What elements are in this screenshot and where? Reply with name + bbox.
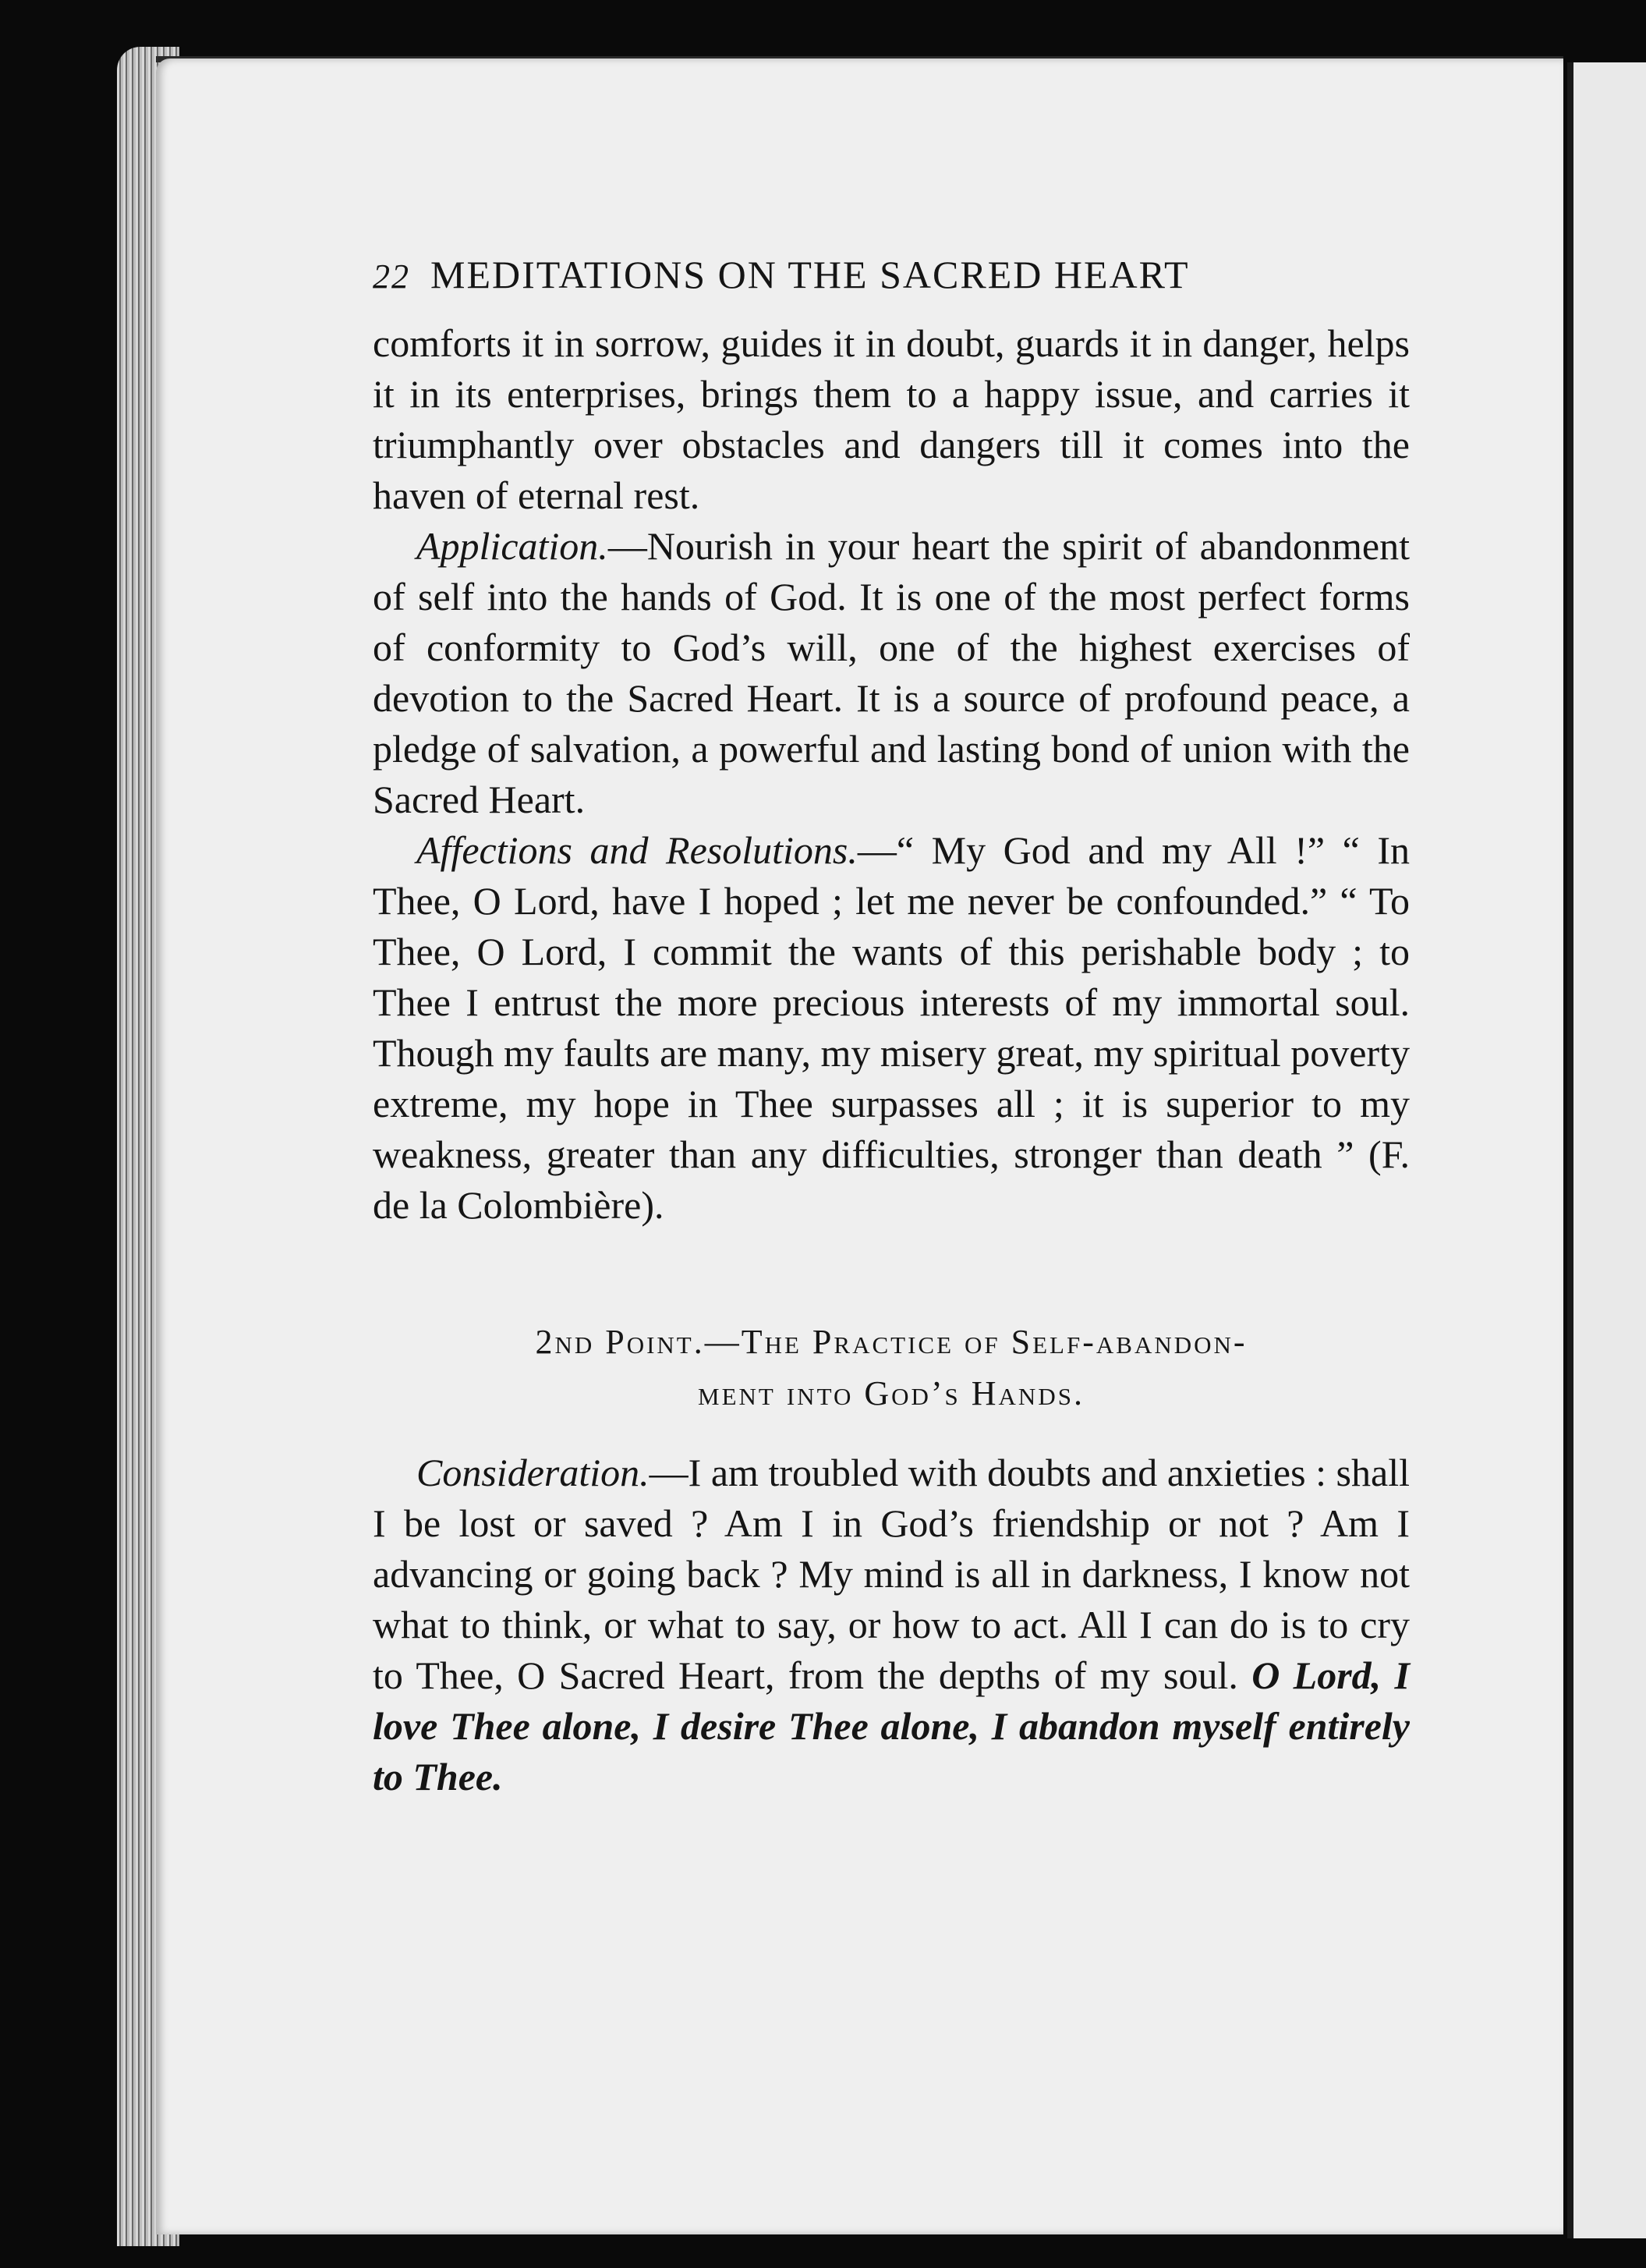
- running-header: [373, 250, 1410, 304]
- consideration-lead: Consideration.: [416, 1451, 650, 1494]
- application-text: —Nourish in your heart the spirit of abandonment of self into the hands of God. It is one of the most perfect forms of conformity to God’s will, one of the highest exercises of devotion to the Sacred Heart. It is a source of profound peace, a pledge of salvation, a powerful and lasting bond of union with the Sacred Heart.: [373, 524, 1410, 821]
- application-paragraph: [373, 521, 1410, 825]
- affections-text: —“ My God and my All !” “ In Thee, O Lord, have I hoped ; let me never be confounded.” “ To Thee, O Lord, I commit the wants of this perishable body ; to Thee I entrust the more precious interests of my immortal soul. Though my faults are many, my misery great, my spiritual poverty extreme, my hope in Thee surpasses all ; it is superior to my weakness, greater than any difficulties, stronger than death ” (F. de la Colombière).: [373, 828, 1410, 1227]
- facing-page-edge: [1567, 62, 1646, 2238]
- paragraph-continuation: comforts it in sorrow, guides it in doubt, guards it in danger, helps it in its enterprises, brings them to a happy issue, and carries it triumphantly over obstacles and dangers till it comes into the haven of eternal rest.: [373, 321, 1410, 517]
- affections-paragraph: [373, 825, 1410, 1231]
- section-heading-line-1: 2nd Point.—The Practice of Self-abandon-: [535, 1323, 1248, 1361]
- running-title: MEDITATIONS ON THE SACRED HEART: [430, 253, 1190, 296]
- consideration-paragraph: [373, 1448, 1410, 1802]
- consideration-text: —I am troubled with doubts and anxieties : shall I be lost or saved ? Am I in God’s friendship or not ? Am I advancing or going back ? My mind is all in darkness, I know not what to think, or what to say, or how to act. All I can do is to cry to Thee, O Sacred Heart, from the depths of my soul.: [373, 1451, 1410, 1697]
- page-number: 22: [373, 257, 410, 296]
- affections-lead: Affections and Resolutions.: [416, 828, 858, 872]
- application-lead: Application.: [416, 524, 608, 568]
- section-heading: [373, 1317, 1410, 1419]
- consideration-prayer: O Lord, I love Thee alone, I desire Thee alone, I abandon myself entirely to Thee.: [373, 1653, 1410, 1798]
- page-text: [373, 250, 1410, 1802]
- section-heading-line-2: ment into God’s Hands.: [698, 1374, 1085, 1412]
